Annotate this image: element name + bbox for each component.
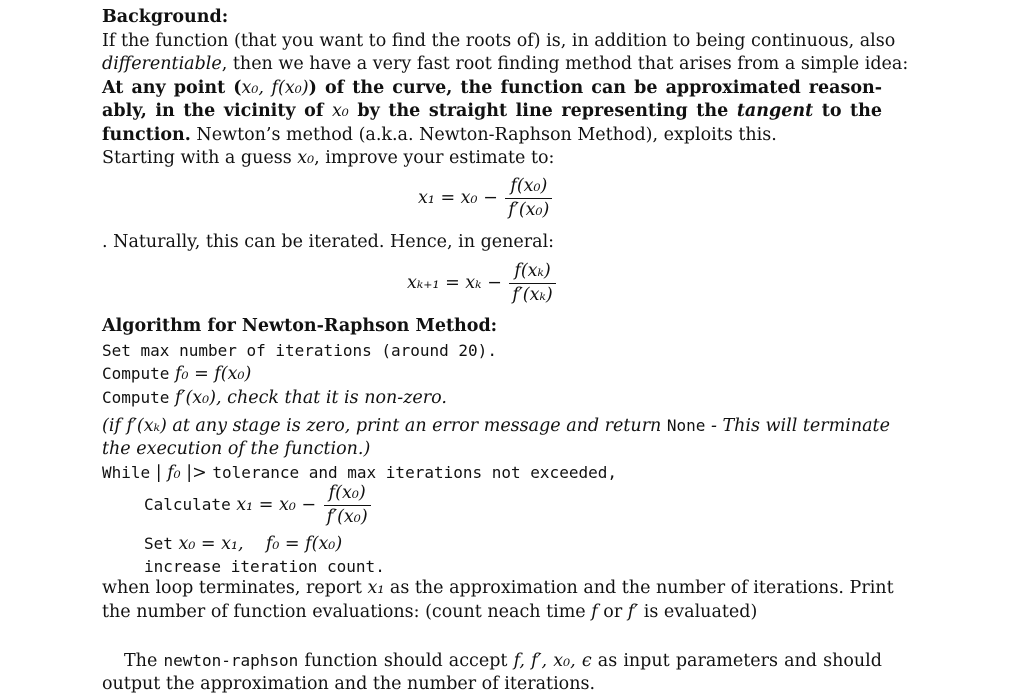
- algorithm-step-10: when loop terminates, report x₁ as the approximation and the number of iterations. Print: [102, 578, 894, 598]
- background-line-5: function. Newton’s method (a.k.a. Newton-Raphson Method), exploits this.: [102, 125, 777, 145]
- equation-fraction: $\frac{\text{f(xₖ)}}{\text{f′(xₖ)}}$: [509, 261, 555, 306]
- footer-line-1: The newton-raphson function should accept f, f′, x₀, ϵ as input parameters and should: [124, 651, 882, 671]
- algorithm-step-1: Set max number of iterations (around 20).: [102, 341, 497, 360]
- background-line-3: At any point (x₀, f(x₀)) of the curve, the function can be approximated reason-: [102, 78, 882, 98]
- algorithm-step-11: the number of function evaluations: (count neach time f or f′ is evaluated): [102, 602, 758, 622]
- algorithm-step-6: While | f₀ |> tolerance and max iterations not exceeded,: [102, 463, 617, 483]
- point-math: x₀, f(x₀): [241, 78, 309, 98]
- iterate-line: . Naturally, this can be iterated. Hence, in general:: [102, 232, 555, 252]
- function-name: newton-raphson: [163, 651, 299, 670]
- algorithm-step-5: the execution of the function.): [102, 439, 371, 459]
- equation-general-step: xₖ₊₁ = xₖ − $\frac{\text{f(xₖ)}}{\text{f′(xₖ)}}$: [407, 261, 558, 306]
- algorithm-step-4: (if f′(xₖ) at any stage is zero, print an error message and return None - This will terminate: [102, 416, 890, 436]
- background-line-4: ably, in the vicinity of x₀ by the straight line representing the tangent to the: [102, 101, 883, 121]
- differentiable-term: differentiable: [102, 54, 222, 74]
- footer-line-2: output the approximation and the number of iterations.: [102, 674, 596, 694]
- algorithm-step-7: Calculate x₁ = x₀ − $\frac{\text{f(x₀)}}{\text{f′(x₀)}}$: [144, 483, 373, 528]
- background-line-6: Starting with a guess x₀, improve your estimate to:: [102, 148, 555, 168]
- background-heading: Background:: [102, 7, 229, 27]
- algorithm-heading: Algorithm for Newton-Raphson Method:: [102, 316, 498, 336]
- tangent-term: tangent: [736, 101, 814, 121]
- algorithm-fraction: $\frac{\text{f(x₀)}}{\text{f′(x₀)}}$: [324, 483, 371, 528]
- algorithm-step-2: Compute f₀ = f(x₀): [102, 364, 252, 384]
- algorithm-step-3: Compute f′(x₀), check that it is non-zero.: [102, 388, 447, 408]
- background-line-1: If the function (that you want to find the roots of) is, in addition to being continuous, also: [102, 31, 896, 51]
- equation-fraction: $\frac{\text{f(x₀)}}{\text{f′(x₀)}}$: [505, 176, 552, 221]
- algorithm-step-9: increase iteration count.: [144, 557, 385, 576]
- background-line-2: differentiable, then we have a very fast root finding method that arises from a simple idea:: [102, 54, 909, 74]
- algorithm-step-8: Set x₀ = x₁, f₀ = f(x₀): [144, 534, 343, 554]
- equation-newton-step: x₁ = x₀ − $\frac{\text{f(x₀)}}{\text{f′(x₀)}}$: [418, 176, 554, 221]
